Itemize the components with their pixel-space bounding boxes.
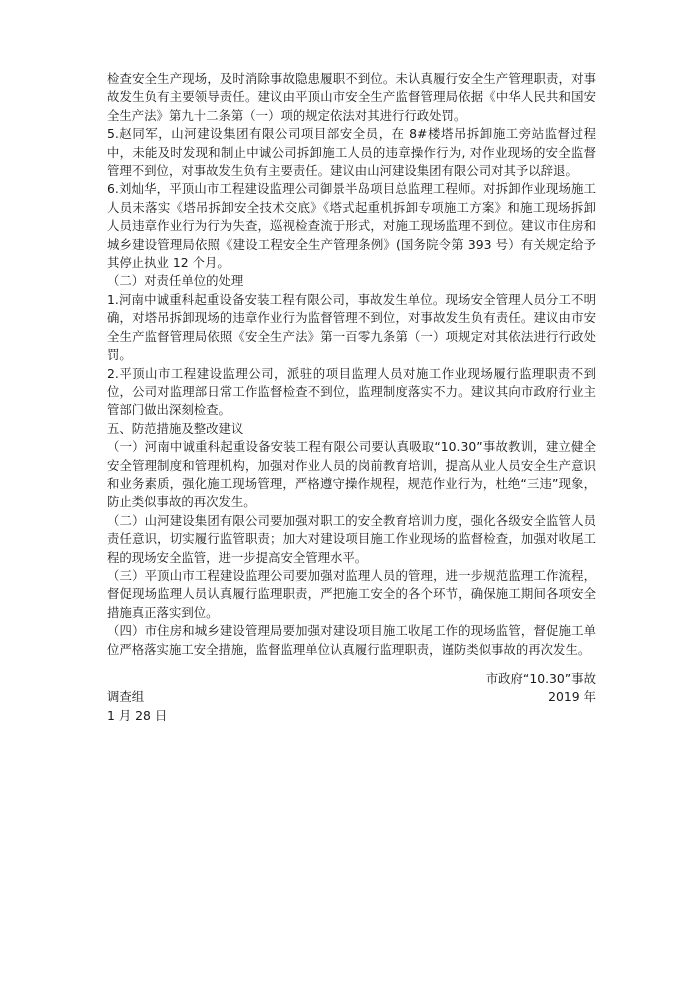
paragraph: （四）市住房和城乡建设管理局要加强对建设项目施工收尾工作的现场监管，督促施工单位严格落实施工安全措施，监督监理单位认真履行监理职责，谨防类似事故的再次发生。 bbox=[107, 623, 596, 657]
signature-date: 1 月 28 日 bbox=[107, 707, 168, 723]
signature-year: 2019 年 bbox=[548, 689, 596, 705]
paragraph: （三）平顶山市工程建设监理公司要加强对监理人员的管理，进一步规范监理工作流程，督促现场监理人员认真履行监理职责，严把施工安全的各个环节，确保施工期间各项安全措施真正落实到位。 bbox=[107, 567, 596, 620]
section-heading: 五、防范措施及整改建议 bbox=[107, 420, 244, 436]
signature-org-cont: 调查组 bbox=[107, 689, 145, 705]
signature-org: 市政府“10.30”事故 bbox=[485, 671, 596, 686]
paragraph: （一）河南中诚重科起重设备安装工程有限公司要认真吸取“10.30”事故教训，建立健全安全管理制度和管理机构，加强对作业人员的岗前教育培训，提高从业人员安全生产意识和业务素质，强化施工现场管理，严格遵守操作规程，规范作业行为，杜绝“三违”现象，防止类似事故的再次发生。 bbox=[107, 439, 596, 510]
paragraph: 2.平顶山市工程建设监理公司，派驻的项目监理人员对施工作业现场履行监理职责不到位，公司对监理部日常工作监督检查不到位，监理制度落实不力。建议其向市政府行业主管部门做出深刻检查。 bbox=[107, 365, 596, 418]
signature-block bbox=[107, 670, 596, 725]
paragraph: 检查安全生产现场，及时消除事故隐患履职不到位。未认真履行安全生产管理职责，对事故发生负有主要领导责任。建议由平顶山市安全生产监督管理局依据《中华人民共和国安全生产法》第九十二条第（一）项的规定依法对其进行行政处罚。 bbox=[107, 71, 596, 123]
paragraph: 1.河南中诚重科起重设备安装工程有限公司，事故发生单位。现场安全管理人员分工不明确，对塔吊拆卸现场的违章作业行为监督管理不到位，对事故发生负有责任。建议由市安全生产监督管理局依照《安全生产法》第一百零九条第（一）项规定对其依法进行行政处罚。 bbox=[107, 291, 596, 363]
section-heading: （二）对责任单位的处理 bbox=[107, 273, 244, 289]
paragraph: （二）山河建设集团有限公司要加强对职工的安全教育培训力度，强化各级安全监管人员责任意识，切实履行监管职责；加大对建设项目施工作业现场的监督检查，加强对收尾工程的现场安全监管，进一步提高安全管理水平。 bbox=[107, 512, 596, 565]
paragraph: 5.赵同军，山河建设集团有限公司项目部安全员，在 8#楼塔吊拆卸施工旁站监督过程中，未能及时发现和制止中诚公司拆卸施工人员的违章操作行为, 对作业现场的安全监督管理不到位，对事故发生负有主要责任。建议由山河建设集团有限公司对其予以辞退。 bbox=[107, 126, 596, 179]
document-body bbox=[107, 70, 596, 659]
paragraph: 6.刘灿华，平顶山市工程建设监理公司御景半岛项目总监理工程师。对拆卸作业现场施工人员未落实《塔吊拆卸安全技术交底》《塔式起重机拆卸专项施工方案》和施工现场拆卸人员违章作业行为行为失查，巡视检查流于形式，对施工现场监理不到位。建议市住房和城乡建设管理局依照《建设工程安全生产管理条例》(国务院令第 393 号）有关规定给予其停止执业 12 个月。 bbox=[107, 181, 596, 271]
